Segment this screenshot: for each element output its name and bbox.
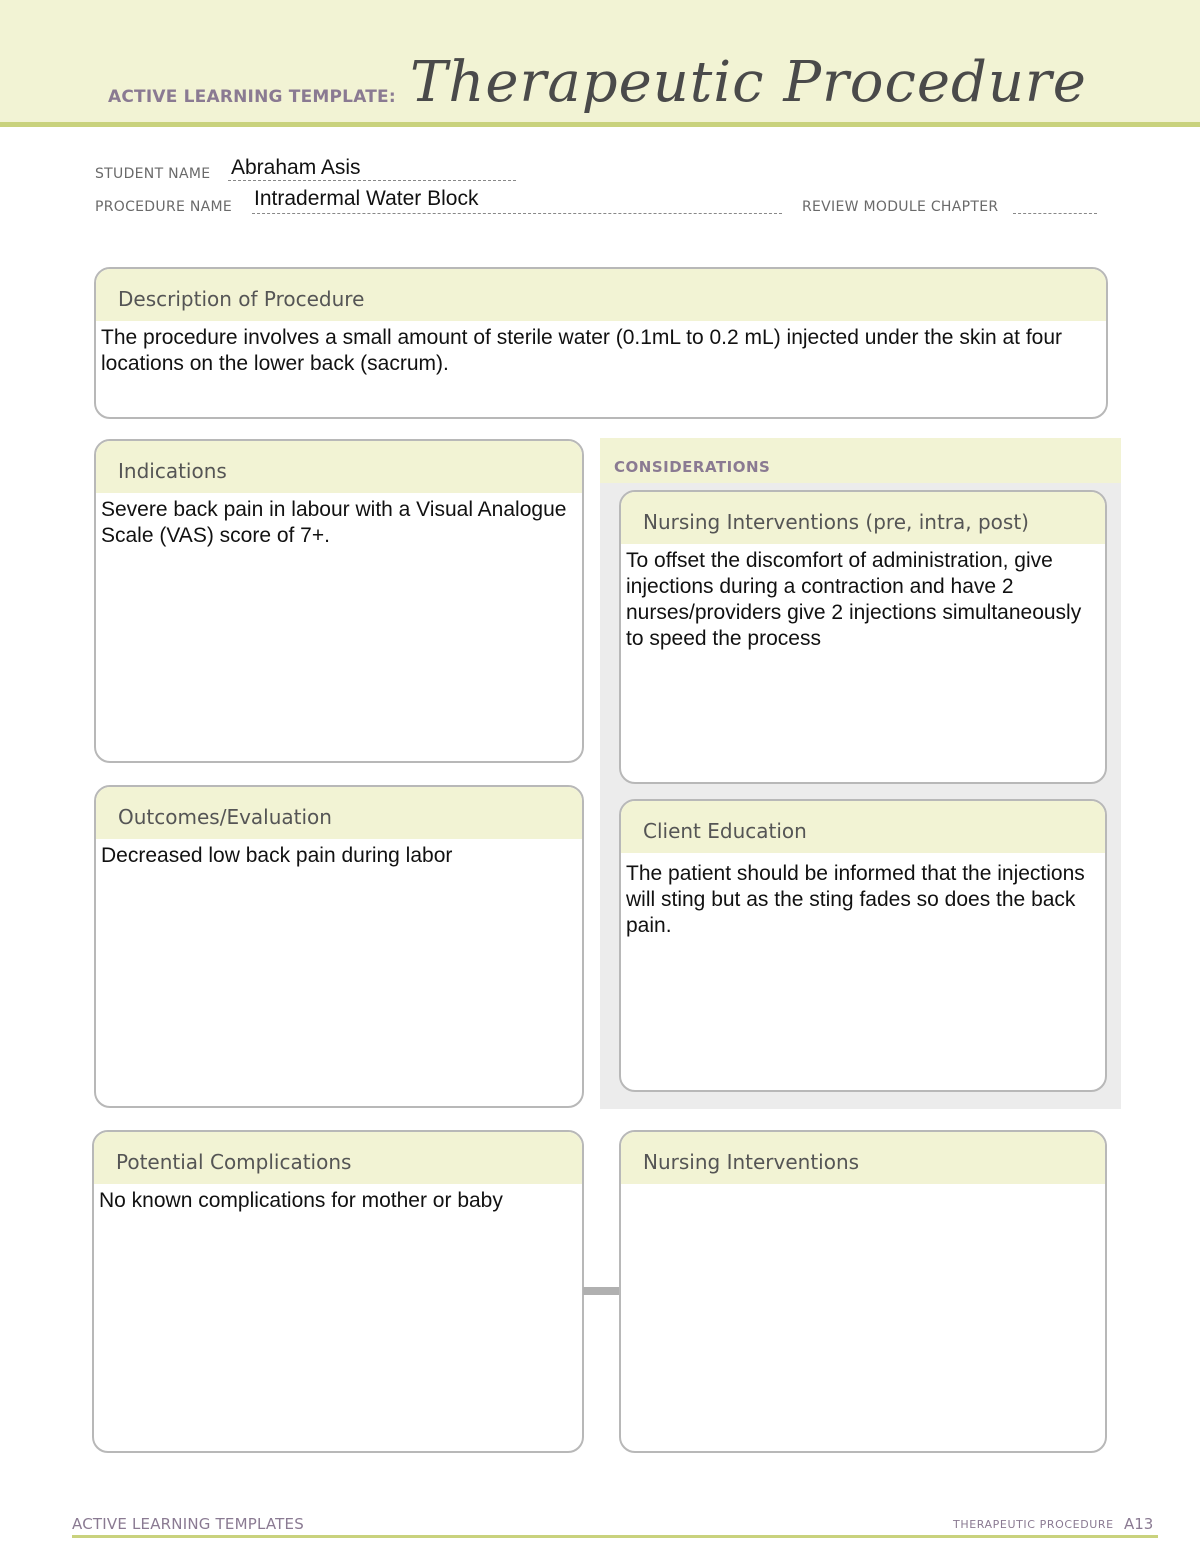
review-module-label: REVIEW MODULE CHAPTER [802, 199, 999, 215]
client-education-box [619, 799, 1107, 1092]
page-number: A13 [1124, 1515, 1154, 1533]
outcomes-box [94, 785, 584, 1108]
review-module-field[interactable] [1013, 213, 1097, 214]
complications-box [92, 1130, 584, 1453]
procedure-name-field[interactable]: Intradermal Water Block [254, 187, 479, 210]
considerations-title: CONSIDERATIONS [600, 438, 1121, 483]
client-education-title: Client Education [621, 801, 1105, 853]
description-box [94, 267, 1108, 419]
complications-title: Potential Complications [94, 1132, 582, 1184]
nursing-interventions-box [619, 1130, 1107, 1453]
footer-rule [72, 1535, 1158, 1538]
footer-right: THERAPEUTIC PROCEDURE [953, 1518, 1114, 1531]
header-rule [0, 122, 1200, 127]
complications-text[interactable]: No known complications for mother or baby [99, 1189, 503, 1212]
procedure-name-label: PROCEDURE NAME [95, 199, 233, 215]
student-name-field[interactable]: Abraham Asis [231, 156, 361, 179]
template-label: ACTIVE LEARNING TEMPLATE: [108, 87, 396, 107]
box-connector [583, 1287, 620, 1295]
indications-title: Indications [96, 441, 582, 493]
description-text[interactable]: The procedure involves a small amount of sterile water (0.1mL to 0.2 mL) injected under the skin at four locations on the lower back (sacrum). [101, 326, 1063, 375]
nursing-interventions-pre-box [619, 490, 1107, 784]
procedure-name-line [252, 213, 782, 214]
nursing-interventions-title: Nursing Interventions [621, 1132, 1105, 1184]
student-name-label: STUDENT NAME [95, 166, 211, 182]
nursing-interventions-pre-title: Nursing Interventions (pre, intra, post) [621, 492, 1105, 544]
description-title: Description of Procedure [96, 269, 1106, 321]
indications-text[interactable]: Severe back pain in labour with a Visual Analogue Scale (VAS) score of 7+. [101, 498, 567, 547]
footer-left: ACTIVE LEARNING TEMPLATES [72, 1515, 304, 1533]
page-title: Therapeutic Procedure [410, 50, 1087, 115]
indications-box [94, 439, 584, 763]
client-education-text[interactable]: The patient should be informed that the injections will sting but as the sting fades so does the back pain. [626, 862, 1085, 937]
student-name-line [228, 180, 516, 181]
nursing-interventions-text[interactable] [621, 1184, 1105, 1188]
outcomes-text[interactable]: Decreased low back pain during labor [101, 844, 453, 867]
outcomes-title: Outcomes/Evaluation [96, 787, 582, 839]
nursing-interventions-pre-text[interactable]: To offset the discomfort of administration, give injections during a contraction and have 2 nurses/providers give 2 injections simultaneously to speed the process [626, 549, 1082, 650]
